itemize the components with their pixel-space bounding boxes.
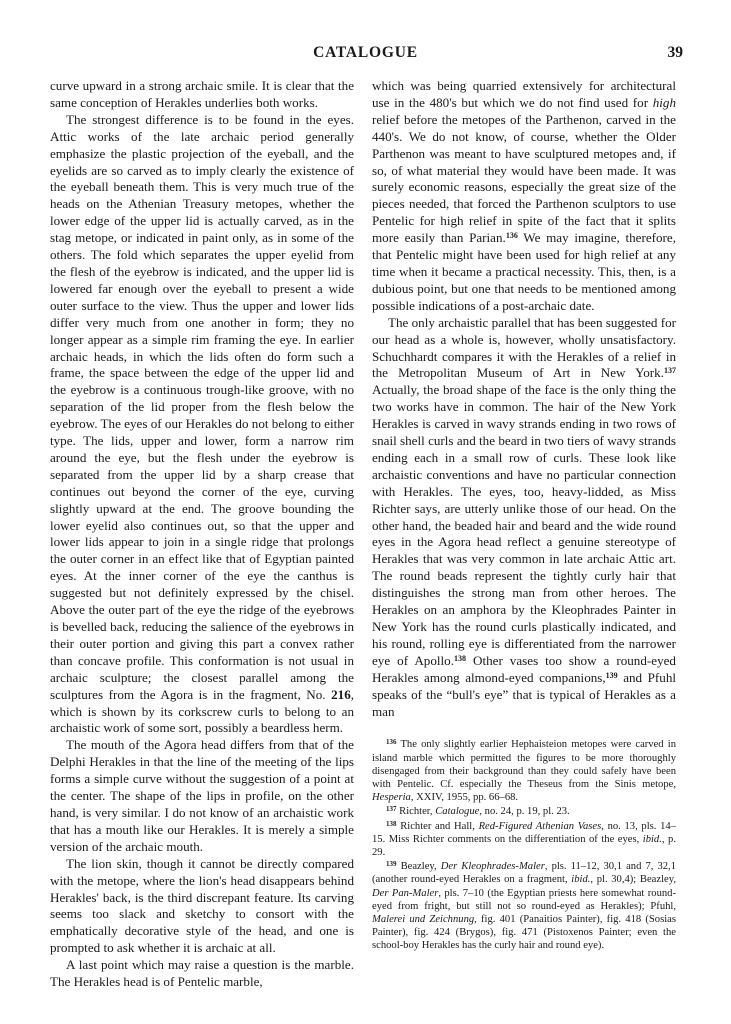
paragraph: The lion skin, though it cannot be directly compared with the metope, where the lion's head disappears behind Herakles' back, is the third discrepant feature. Its carving seems too slack and sketchy to consort with the emphatically decorative style of the head, and one is prompted to ask whether it is archaic at all.: [50, 855, 354, 956]
citation-title: ibid.: [571, 874, 591, 886]
citation-title: ibid.: [642, 833, 662, 845]
paragraph-text: Actually, the broad shape of the face is the only thing the two works have in common. The hair of the New York Herakles is carved in wavy strands ending in two rows of snail shell curls and the beard in two tiers of wavy strands ending each in a small row of curls. These look like archaistic conventions and have no particular connection with Herakles. The eyes, too, heavy-lidded, as Miss Richter says, are utterly unlike those of our head. On the other hand, the beaded hair and beard and the wide round eyes in the Agora head reflect a genuine stereotype of Herakles that was very common in late archaic Attic art. The round beads represent the tightly curly hair that distinguishes the strong man from other heroes. The Herakles on an amphora by the Kleophrades Painter in New York has the round curls plastically indicated, and his round, rolling eye is differentiated from the narrower eye of Apollo.: [372, 382, 676, 668]
footnote: [372, 820, 676, 860]
left-column: [50, 78, 354, 991]
footnote-text: , XXIV, 1955, pp. 66–68.: [410, 792, 519, 804]
footnote-number: 138: [386, 819, 397, 828]
paragraph: [372, 315, 676, 721]
paragraph-text: Other vases too show a round-eyed Herakles among almond-eyed companions,: [372, 652, 676, 685]
paragraph-text: and Pfuhl speaks of the “bull's eye” that is typical of Herakles as a man: [372, 669, 677, 719]
footnote-text: Beazley,: [400, 861, 441, 873]
footnote-text: , p. 29.: [372, 833, 676, 859]
footnote-number: 139: [386, 860, 397, 869]
footnote-marker: 137: [664, 366, 676, 376]
footnote: [372, 738, 676, 804]
paragraph: The mouth of the Agora head differs from that of the Delphi Herakles in that the line of the meeting of the lips forms a simple curve without the suggestion of a point at the center. The shape of the lips in profile, on the other hand, is very similar. I do not know of an archaistic work that has a mouth like our Herakles. It is merely a simple version of the archaic mouth.: [50, 737, 354, 854]
footnote-text: Richter and Hall,: [400, 820, 479, 832]
paragraph-text: We may imagine, therefore, that Pentelic might have been used for high relief at any time when it became a practical necessity. This, then, is a dubious point, but one that needs to be mentioned among possible indications of a post-archaic date.: [372, 230, 676, 313]
citation-title: Der Kleophrades-Maler: [440, 861, 545, 873]
paragraph-text: relief before the metopes of the Parthenon, carved in the 440's. We do not know, of course, whether the Older Parthenon was meant to have sculptured metopes and, if so, of what material they would have been made. It was surely economic reasons, especially the great size of the pieces needed, that forced the Parthenon sculptors to use Pentelic for high relief in spite of the fact that it splits more easily than Parian.: [372, 111, 676, 246]
paragraph-text: which was being quarried extensively for architectural use in the 480's but which we do not find used for: [372, 78, 676, 110]
footnote-marker: 139: [605, 670, 618, 680]
running-head-title: CATALOGUE: [313, 44, 418, 61]
footnote-text: , pl. 30,4); Beazley,: [590, 874, 676, 886]
footnote-marker: 136: [505, 231, 518, 241]
paragraph-text: The strongest difference is to be found in the eyes. Attic works of the late archaic period generally emphasize the plastic projection of the eyeball, and the eyelids are so carved as to imply clearly the existence of the eyeball beneath them. This is very much true of the heads on the Athenian Treasury metopes, whether the lower edge of the upper lid is actually carved, as in the stag metope, or indicated in paint only, as in some of the others. The fold which separates the upper eyelid from the flesh of the eyebrow is indicated, and the upper lid is lowered far enough over the eyeball to present a wide outer surface to the view. Thus the upper and lower lids differ very much from one another in form; they no longer appear as a simple rim framing the eye. In earlier archaic heads, in which the lids often do form such a frame, the space between the edge of the upper lid and the eyebrow is a continuous trough-like groove, with no separation of the lid proper from the flesh below the eyebrow. The eyes of our Herakles do not belong to either type. The lids, upper and lower, form a narrow rim around the eye, but the flesh under the eyebrow is separated from the upper lid by a sharp crease that continues out beyond the corner of the eye, curving slightly upward at the end. The groove bounding the lower eyelid also continues out, so that the upper and lower lids appear to join in a single ridge that prolongs the outer corner in an effect like that of Egyptian painted eyes. At the inner corner of the eye the canthus is suggested but not definitely expressed by the chisel. Above the outer part of the eye the ridge of the eyebrows is bevelled back, reducing the salience of the eyebrows in their outer portion and giving this part a convex rather than concave profile. This conformation is not usual in archaic sculpture; the closest parallel among the sculptures from the Agora is in the fragment, No.: [50, 111, 354, 702]
footnote-number: 137: [386, 805, 397, 814]
citation-title: Malerei und Zeichnung: [372, 914, 475, 926]
footnote: [372, 805, 676, 818]
citation-title: Red-Figured Athenian Vases: [478, 820, 602, 832]
catalogue-reference: 216: [331, 686, 351, 702]
paragraph: [372, 78, 676, 315]
footnote-text: , no. 13, pls. 14–15. Miss Richter comments on the differentiation of the eyes,: [372, 820, 676, 845]
paragraph: A last point which may raise a question is the marble. The Herakles head is of Pentelic marble,: [50, 957, 354, 990]
footnote-text: The only slightly earlier Hephaisteion metopes were carved in island marble which permitted the figures to be more thoroughly disengaged from their background than they could safely have been with Pentelic. Cf. especially the Theseus from the Sinis metope,: [372, 739, 676, 791]
citation-title: Catalogue: [435, 806, 480, 818]
footnote-text: , no. 24, p. 19, pl. 23.: [479, 806, 570, 818]
right-column: [372, 78, 676, 954]
footnote-marker: 138: [454, 653, 466, 663]
paragraph-text: The only archaistic parallel that has been suggested for our head as a whole is, however, wholly unsatisfactory. Schuchhardt compares it with the Herakles of a relief in the Metropolitan Museum of Art in New York.: [372, 314, 676, 381]
footnote: [372, 860, 676, 952]
footnote-text: , fig. 401 (Panaitios Painter), fig. 418 (Sosias Painter), fig. 424 (Brygos), fig. 471 (Pistoxenos Painter; even the school-boy Herakles has the curly hair and round eye).: [372, 914, 676, 952]
citation-title: Hesperia: [372, 792, 411, 804]
emphasis: high: [652, 94, 676, 110]
citation-title: Der Pan-Maler: [372, 887, 439, 899]
running-head: [48, 44, 683, 66]
footnote-text: , pls. 11–12, 30,1 and 7, 32,1 (another round-eyed Herakles on a fragment,: [372, 861, 676, 886]
paragraph-text: , which is shown by its corkscrew curls to belong to an archaistic work of some sort, possibly a beardless herm.: [50, 686, 355, 736]
footnote-number: 136: [386, 738, 397, 747]
footnote-text: Richter,: [399, 806, 436, 818]
paragraph: [50, 112, 354, 738]
page-number: 39: [667, 44, 683, 61]
footnotes: [372, 738, 676, 952]
paragraph: curve upward in a strong archaic smile. It is clear that the same conception of Herakles underlies both works.: [50, 78, 354, 110]
footnote-text: , pls. 7–10 (the Egyptian priests here somewhat round-eyed from fright, but still not so round-eyed as Herakles); Pfuhl,: [372, 887, 676, 912]
